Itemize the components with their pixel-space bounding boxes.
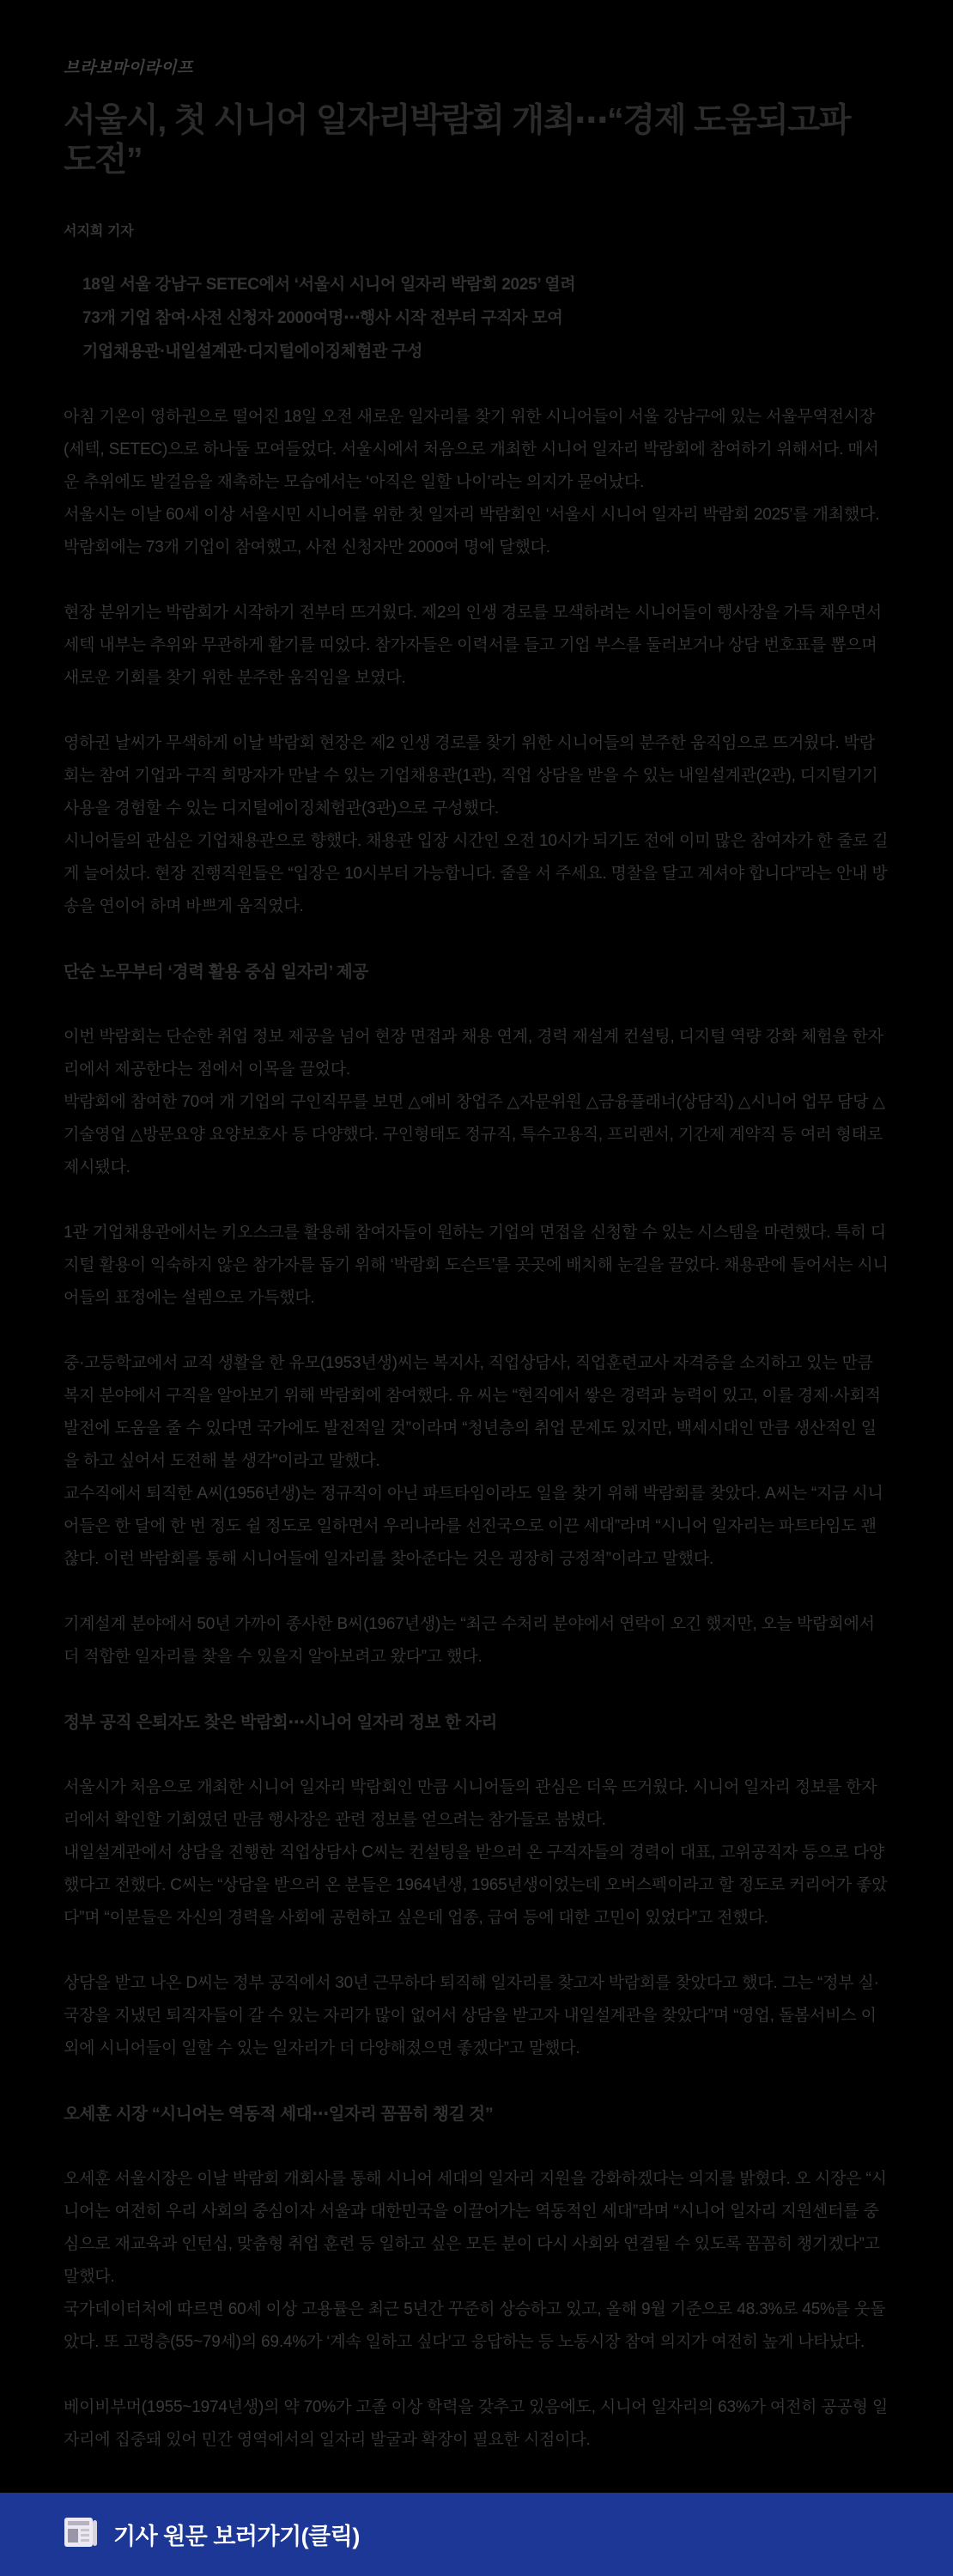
summary-line: 기업채용관·내일설계관·디지털에이징체험관 구성 xyxy=(82,343,423,361)
paragraph-block xyxy=(64,1967,889,2065)
brand-logo: 브라보마이라이프 xyxy=(64,59,193,77)
section-heading: 정부 공직 은퇴자도 찾은 박람회⋯시니어 일자리 정보 한 자리 xyxy=(64,1713,498,1732)
summary-line: 18일 서울 강남구 SETEC에서 ‘서울시 시니어 일자리 박람회 2025’ 열려 xyxy=(82,276,576,294)
paragraph: 내일설계관에서 상담을 진행한 직업상담사 C씨는 컨설팅을 받으러 온 구직자들의 경력이 대표, 고위공직자 등으로 다양했다고 전했다. C씨는 “상담을 받으러 온 분들은 1964년생, 1965년생이었는데 오버스펙이라고 할 정도로 커리어가 좋았다”며 “이분들은 자신의 경력을 사회에 공헌하고 싶은데 업종, 급여 등에 대한 고민이 있었다”고 전했다. xyxy=(64,1844,888,1927)
paragraph: 서울시가 처음으로 개최한 시니어 일자리 박람회인 만큼 시니어들의 관심은 더욱 뜨거웠다. 시니어 일자리 정보를 한자리에서 확인할 기회였던 만큼 행사장은 관련 정보를 얻으려는 참가들로 붐볐다. xyxy=(64,1778,877,1829)
original-article-link-label: 기사 원문 보러가기(클릭) xyxy=(113,2524,360,2549)
article-body xyxy=(64,401,889,2482)
article-content xyxy=(64,0,889,2482)
paragraph-block xyxy=(64,401,889,564)
paragraph: 상담을 받고 나온 D씨는 정부 공직에서 30년 근무하다 퇴직해 일자리를 찾고자 박람회를 찾았다고 했다. 그는 “정부 실·국장을 지냈던 퇴직자들이 갈 수 있는 자리가 많이 없어서 상담을 받고자 내일설계관을 찾았다”며 “영업, 돌봄서비스 이외에 시니어들이 일할 수 있는 일자리가 더 다양해졌으면 좋겠다”고 말했다. xyxy=(64,1974,879,2057)
paragraph: 오세훈 서울시장은 이날 박람회 개회사를 통해 시니어 세대의 일자리 지원을 강화하겠다는 의지를 밝혔다. 오 시장은 “시니어는 여전히 우리 사회의 중심이자 서울과 대한민국을 이끌어가는 역동적인 세대”라며 “시니어 일자리 지원센터를 중심으로 재교육과 인턴십, 맞춤형 취업 훈련 등 일하고 싶은 모든 분이 다시 사회와 연결될 수 있도록 꼼꼼히 챙기겠다”고 말했다. xyxy=(64,2170,887,2286)
paragraph-block xyxy=(64,1771,889,1935)
section-heading: 단순 노무부터 ‘경력 활용 중심 일자리’ 제공 xyxy=(64,963,368,981)
paragraph: 중·고등학교에서 교직 생활을 한 유모(1953년생)씨는 복지사, 직업상담사, 직업훈련교사 자격증을 소지하고 있는 만큼 복지 분야에서 구직을 알아보기 위해 박람회에 참여했다. 유 씨는 “현직에서 쌓은 경력과 능력이 있고, 이를 경제·사회적 발전에 도움을 줄 수 있다면 국가에도 발전적일 것”이라며 “청년층의 취업 문제도 있지만, 백세시대인 만큼 생산적인 일을 하고 싶어서 도전해 볼 생각”이라고 말했다. xyxy=(64,1354,881,1470)
paragraph-block xyxy=(64,727,889,923)
paragraph: 이번 박람회는 단순한 취업 정보 제공을 넘어 현장 면접과 채용 연계, 경력 재설계 컨설팅, 디지털 역량 강화 체험을 한자리에서 제공한다는 점에서 이목을 끌었다. xyxy=(64,1028,883,1078)
paragraph: 현장 분위기는 박람회가 시작하기 전부터 뜨거웠다. 제2의 인생 경로를 모색하려는 시니어들이 행사장을 가득 채우면서 세텍 내부는 추위와 무관하게 활기를 띠었다. 참가자들은 이력서를 들고 기업 부스를 둘러보거나 상담 번호표를 뽑으며 새로운 기회를 찾기 위한 분주한 움직임을 보였다. xyxy=(64,604,882,687)
paragraph: 교수직에서 퇴직한 A씨(1956년생)는 정규직이 아닌 파트타임이라도 일을 찾기 위해 박람회를 찾았다. A씨는 “지금 시니어들은 한 달에 한 번 정도 쉴 정도로 일하면서 우리나라를 선진국으로 이끈 세대”라며 “시니어 일자리는 파트타임도 괜찮다. 이런 박람회를 통해 시니어들에 일자리를 찾아준다는 것은 굉장히 긍정적”이라고 말했다. xyxy=(64,1485,883,1568)
summary-line: 73개 기업 참여·사전 신청자 2000여명⋯행사 시작 전부터 구직자 모여 xyxy=(82,309,563,327)
paragraph: 1관 기업채용관에서는 키오스크를 활용해 참여자들이 원하는 기업의 면접을 신청할 수 있는 시스템을 마련했다. 특히 디지털 활용이 익숙하지 않은 참가자를 돕기 위해 ‘박람회 도슨트’를 곳곳에 배치해 눈길을 끌었다. 채용관에 들어서는 시니어들의 표정에는 설렘으로 가득했다. xyxy=(64,1224,889,1307)
original-article-link-banner[interactable] xyxy=(0,2493,953,2576)
paragraph-block xyxy=(64,1608,889,1674)
paragraph-block xyxy=(64,1217,889,1315)
reporter-byline: 서지희 기자 xyxy=(64,224,134,239)
paragraph-block xyxy=(64,2163,889,2359)
summary-box xyxy=(64,268,889,368)
paragraph-block xyxy=(64,2391,889,2457)
paragraph: 기계설계 분야에서 50년 가까이 종사한 B씨(1967년생)는 “최근 수처리 분야에서 연락이 오긴 했지만, 오늘 박람회에서 더 적합한 일자리를 찾을 수 있을지 알아보려고 왔다”고 했다. xyxy=(64,1615,875,1666)
section-heading: 오세훈 시장 “시니어는 역동적 세대⋯일자리 꼼꼼히 챙길 것” xyxy=(64,2105,494,2123)
paragraph: 시니어들의 관심은 기업채용관으로 향했다. 채용관 입장 시간인 오전 10시가 되기도 전에 이미 많은 참여자가 한 줄로 길게 늘어섰다. 현장 진행직원들은 “입장은 10시부터 가능합니다. 줄을 서 주세요. 명찰을 달고 계셔야 합니다”라는 안내 방송을 연이어 하며 바쁘게 움직였다. xyxy=(64,832,889,915)
paragraph: 박람회에 참여한 70여 개 기업의 구인직무를 보면 △예비 창업주 △자문위원 △금융플래너(상담직) △시니어 업무 담당 △기술영업 △방문요양 요양보호사 등 다양했다. 구인형태도 정규직, 특수고용직, 프리랜서, 기간제 계약직 등 여러 형태로 제시됐다. xyxy=(64,1093,885,1176)
paragraph: 베이비부머(1955~1974년생)의 약 70%가 고졸 이상 학력을 갖추고 있음에도, 시니어 일자리의 63%가 여전히 공공형 일자리에 집중돼 있어 민간 영역에서의 일자리 발굴과 확장이 필요한 시점이다. xyxy=(64,2398,889,2449)
paragraph: 서울시는 이날 60세 이상 서울시민 시니어를 위한 첫 일자리 박람회인 ‘서울시 시니어 일자리 박람회 2025’를 개최했다. 박람회에는 73개 기업이 참여했고, 사전 신청자만 2000여 명에 달했다. xyxy=(64,506,880,556)
paragraph-block xyxy=(64,597,889,695)
paragraph: 아침 기온이 영하권으로 떨어진 18일 오전 새로운 일자리를 찾기 위한 시니어들이 서울 강남구에 있는 서울무역전시장(세텍, SETEC)으로 하나둘 모여들었다. 서울시에서 처음으로 개최한 시니어 일자리 박람회에 참여하기 위해서다. 매서운 추위에도 발걸음을 재촉하는 모습에서는 ‘아직은 일할 나이’라는 의지가 묻어났다. xyxy=(64,408,879,491)
paragraph: 국가데이터처에 따르면 60세 이상 고용률은 최근 5년간 꾸준히 상승하고 있고, 올해 9월 기준으로 48.3%로 45%를 웃돌았다. 또 고령층(55~79세)의 69.4%가 ‘계속 일하고 싶다’고 응답하는 등 노동시장 참여 의지가 여전히 높게 나타났다. xyxy=(64,2300,886,2351)
paragraph: 영하권 날씨가 무색하게 이날 박람회 현장은 제2 인생 경로를 찾기 위한 시니어들의 분주한 움직임으로 뜨거웠다. 박람회는 참여 기업과 구직 희망자가 만날 수 있는 기업채용관(1관), 직업 상담을 받을 수 있는 내일설계관(2관), 디지털기기 사용을 경험할 수 있는 디지털에이징체험관(3관)으로 구성했다. xyxy=(64,734,878,817)
paragraph-block xyxy=(64,1021,889,1184)
newspaper-icon xyxy=(64,2517,98,2552)
paragraph-block xyxy=(64,1347,889,1576)
article-title: 서울시, 첫 시니어 일자리박람회 개최⋯“경제 도움되고파 도전” xyxy=(64,102,851,179)
